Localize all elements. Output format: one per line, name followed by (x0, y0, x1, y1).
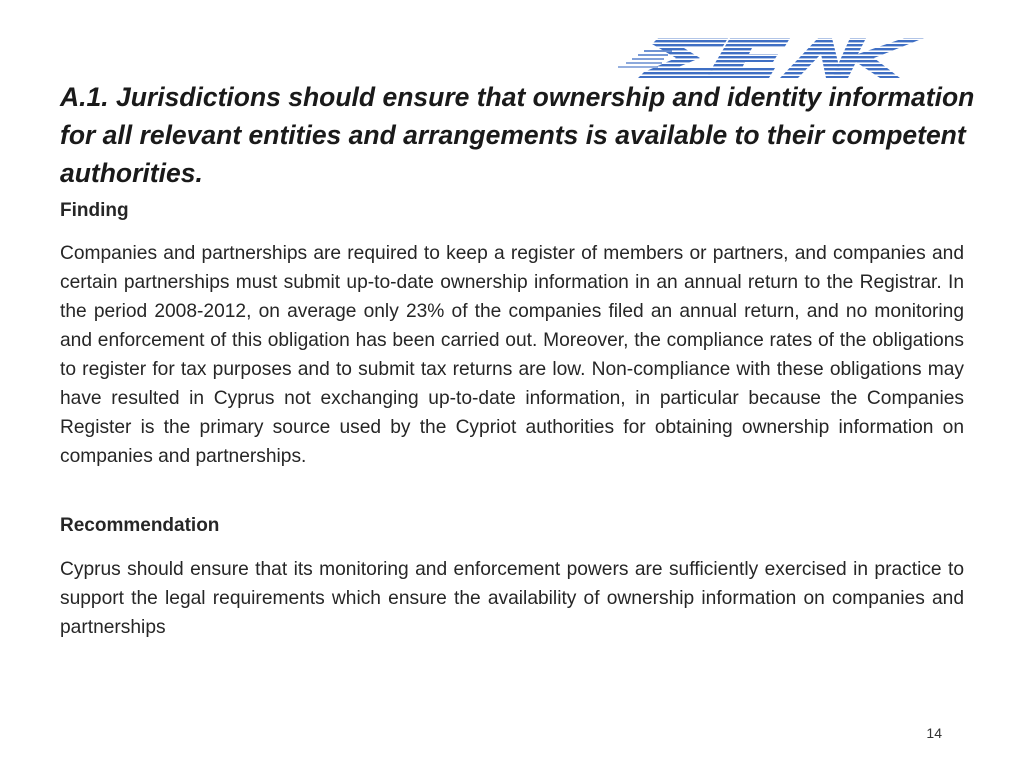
recommendation-heading: Recommendation (60, 515, 220, 536)
page-number: 14 (926, 725, 942, 741)
slide-title: A.1. Jurisdictions should ensure that ownership and identity information for all relevant entities and arrangements is available to their competent authorities. (60, 82, 975, 188)
finding-heading: Finding (60, 200, 129, 221)
seak-logo (618, 36, 928, 80)
logo-text: ΣΕΛΚ (618, 36, 621, 37)
logo-letters (638, 38, 924, 78)
finding-text: Companies and partnerships are required to keep a register of members or partners, and companies and certain partnerships must submit up-to-date ownership information in an annual return to the Registrar. In the period 2008-2012, on average only 23% of the companies filed an annual return, and no monitoring and enforcement of this obligation has been carried out. Moreover, the compliance rates of the obligations to register for tax purposes and to submit tax returns are low. Non-compliance with these obligations may have resulted in Cyprus not exchanging up-to-date information, in particular because the Companies Register is the primary source used by the Cypriot authorities for obtaining ownership information on companies and partnerships. (60, 243, 964, 467)
recommendation-text: Cyprus should ensure that its monitoring and enforcement powers are sufficiently exercised in practice to support the legal requirements which ensure the availability of ownership information on companies and partnerships (60, 559, 964, 638)
